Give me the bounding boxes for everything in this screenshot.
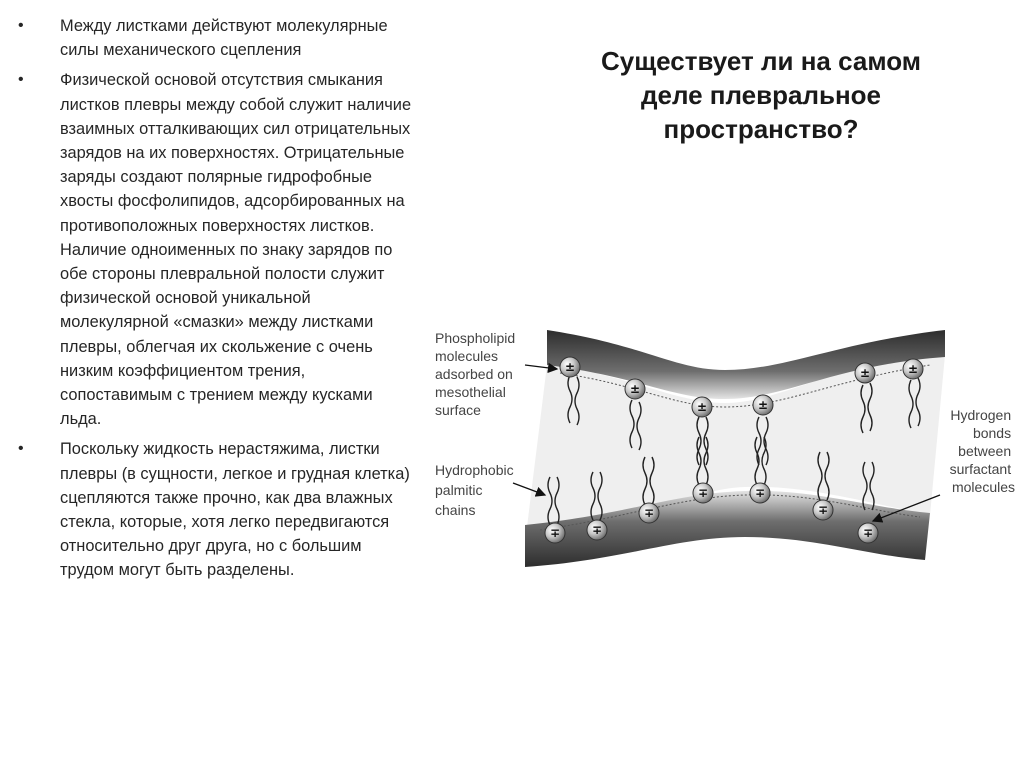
slide-title: Существует ли на самом деле плевральное пространство?: [600, 46, 922, 144]
svg-text:±: ±: [629, 382, 641, 396]
svg-text:±: ±: [696, 400, 708, 414]
bottom-head-4: [693, 483, 713, 503]
bullet-item-1: • Между листками действуют молекулярные силы механического сцепления: [18, 14, 418, 62]
svg-text:±: ±: [757, 398, 769, 412]
pleura-diagram: [425, 325, 1020, 570]
bottom-head-5: [750, 483, 770, 503]
top-head-1: [560, 357, 580, 377]
top-head-2: [625, 379, 645, 399]
bullet-item-2: • Физической основой отсутствия смыкания листков плевры между собой служит наличие взаимных отталкивающих сил отрицательных зарядов на их поверхностях. Отрицательные заряды создают полярные гидрофобные хвосты фосфолипидов, адсорбированных на противоположных поверхностях листков. Наличие одноименных по знаку зарядов по обе стороны плевральной полости служит физической основой уникальной молекулярной «смазки» между листками плевры, облегчая их скольжение с очень низким коэффициентом трения, сопоставимым с трением между кусками льда.: [18, 68, 418, 431]
svg-text:∓: ∓: [817, 503, 829, 517]
bottom-head-2: [587, 520, 607, 540]
label-hydrogen-bonds: Hydrogen bonds between surfactant molecules: [949, 407, 1015, 495]
bullet-list: [18, 14, 418, 589]
bottom-head-3: [639, 503, 659, 523]
top-head-5: [855, 363, 875, 383]
svg-text:∓: ∓: [862, 526, 874, 540]
bullet-item-3: • Поскольку жидкость нерастяжима, листки плевры (в сущности, легкое и грудная клетка) сцепляются также прочно, как два влажных стекла, которые, хотя легко передвигаются относительно друг друга, но с большим трудом могут быть разделены.: [18, 437, 418, 582]
label-phospholipid: Phospholipid molecules adsorbed on mesothelial surface: [435, 330, 516, 418]
label-hydrophobic: Hydrophobic palmitic chains: [435, 462, 514, 518]
svg-text:∓: ∓: [591, 523, 603, 537]
svg-text:∓: ∓: [643, 506, 655, 520]
svg-text:∓: ∓: [549, 526, 561, 540]
bottom-head-7: [858, 523, 878, 543]
svg-text:±: ±: [907, 362, 919, 376]
svg-text:∓: ∓: [697, 486, 709, 500]
top-head-4: [753, 395, 773, 415]
svg-text:∓: ∓: [754, 486, 766, 500]
top-head-3: [692, 397, 712, 417]
svg-text:±: ±: [859, 366, 871, 380]
bottom-head-1: [545, 523, 565, 543]
svg-text:±: ±: [564, 360, 576, 374]
top-head-6: [903, 359, 923, 379]
bottom-head-6: [813, 500, 833, 520]
